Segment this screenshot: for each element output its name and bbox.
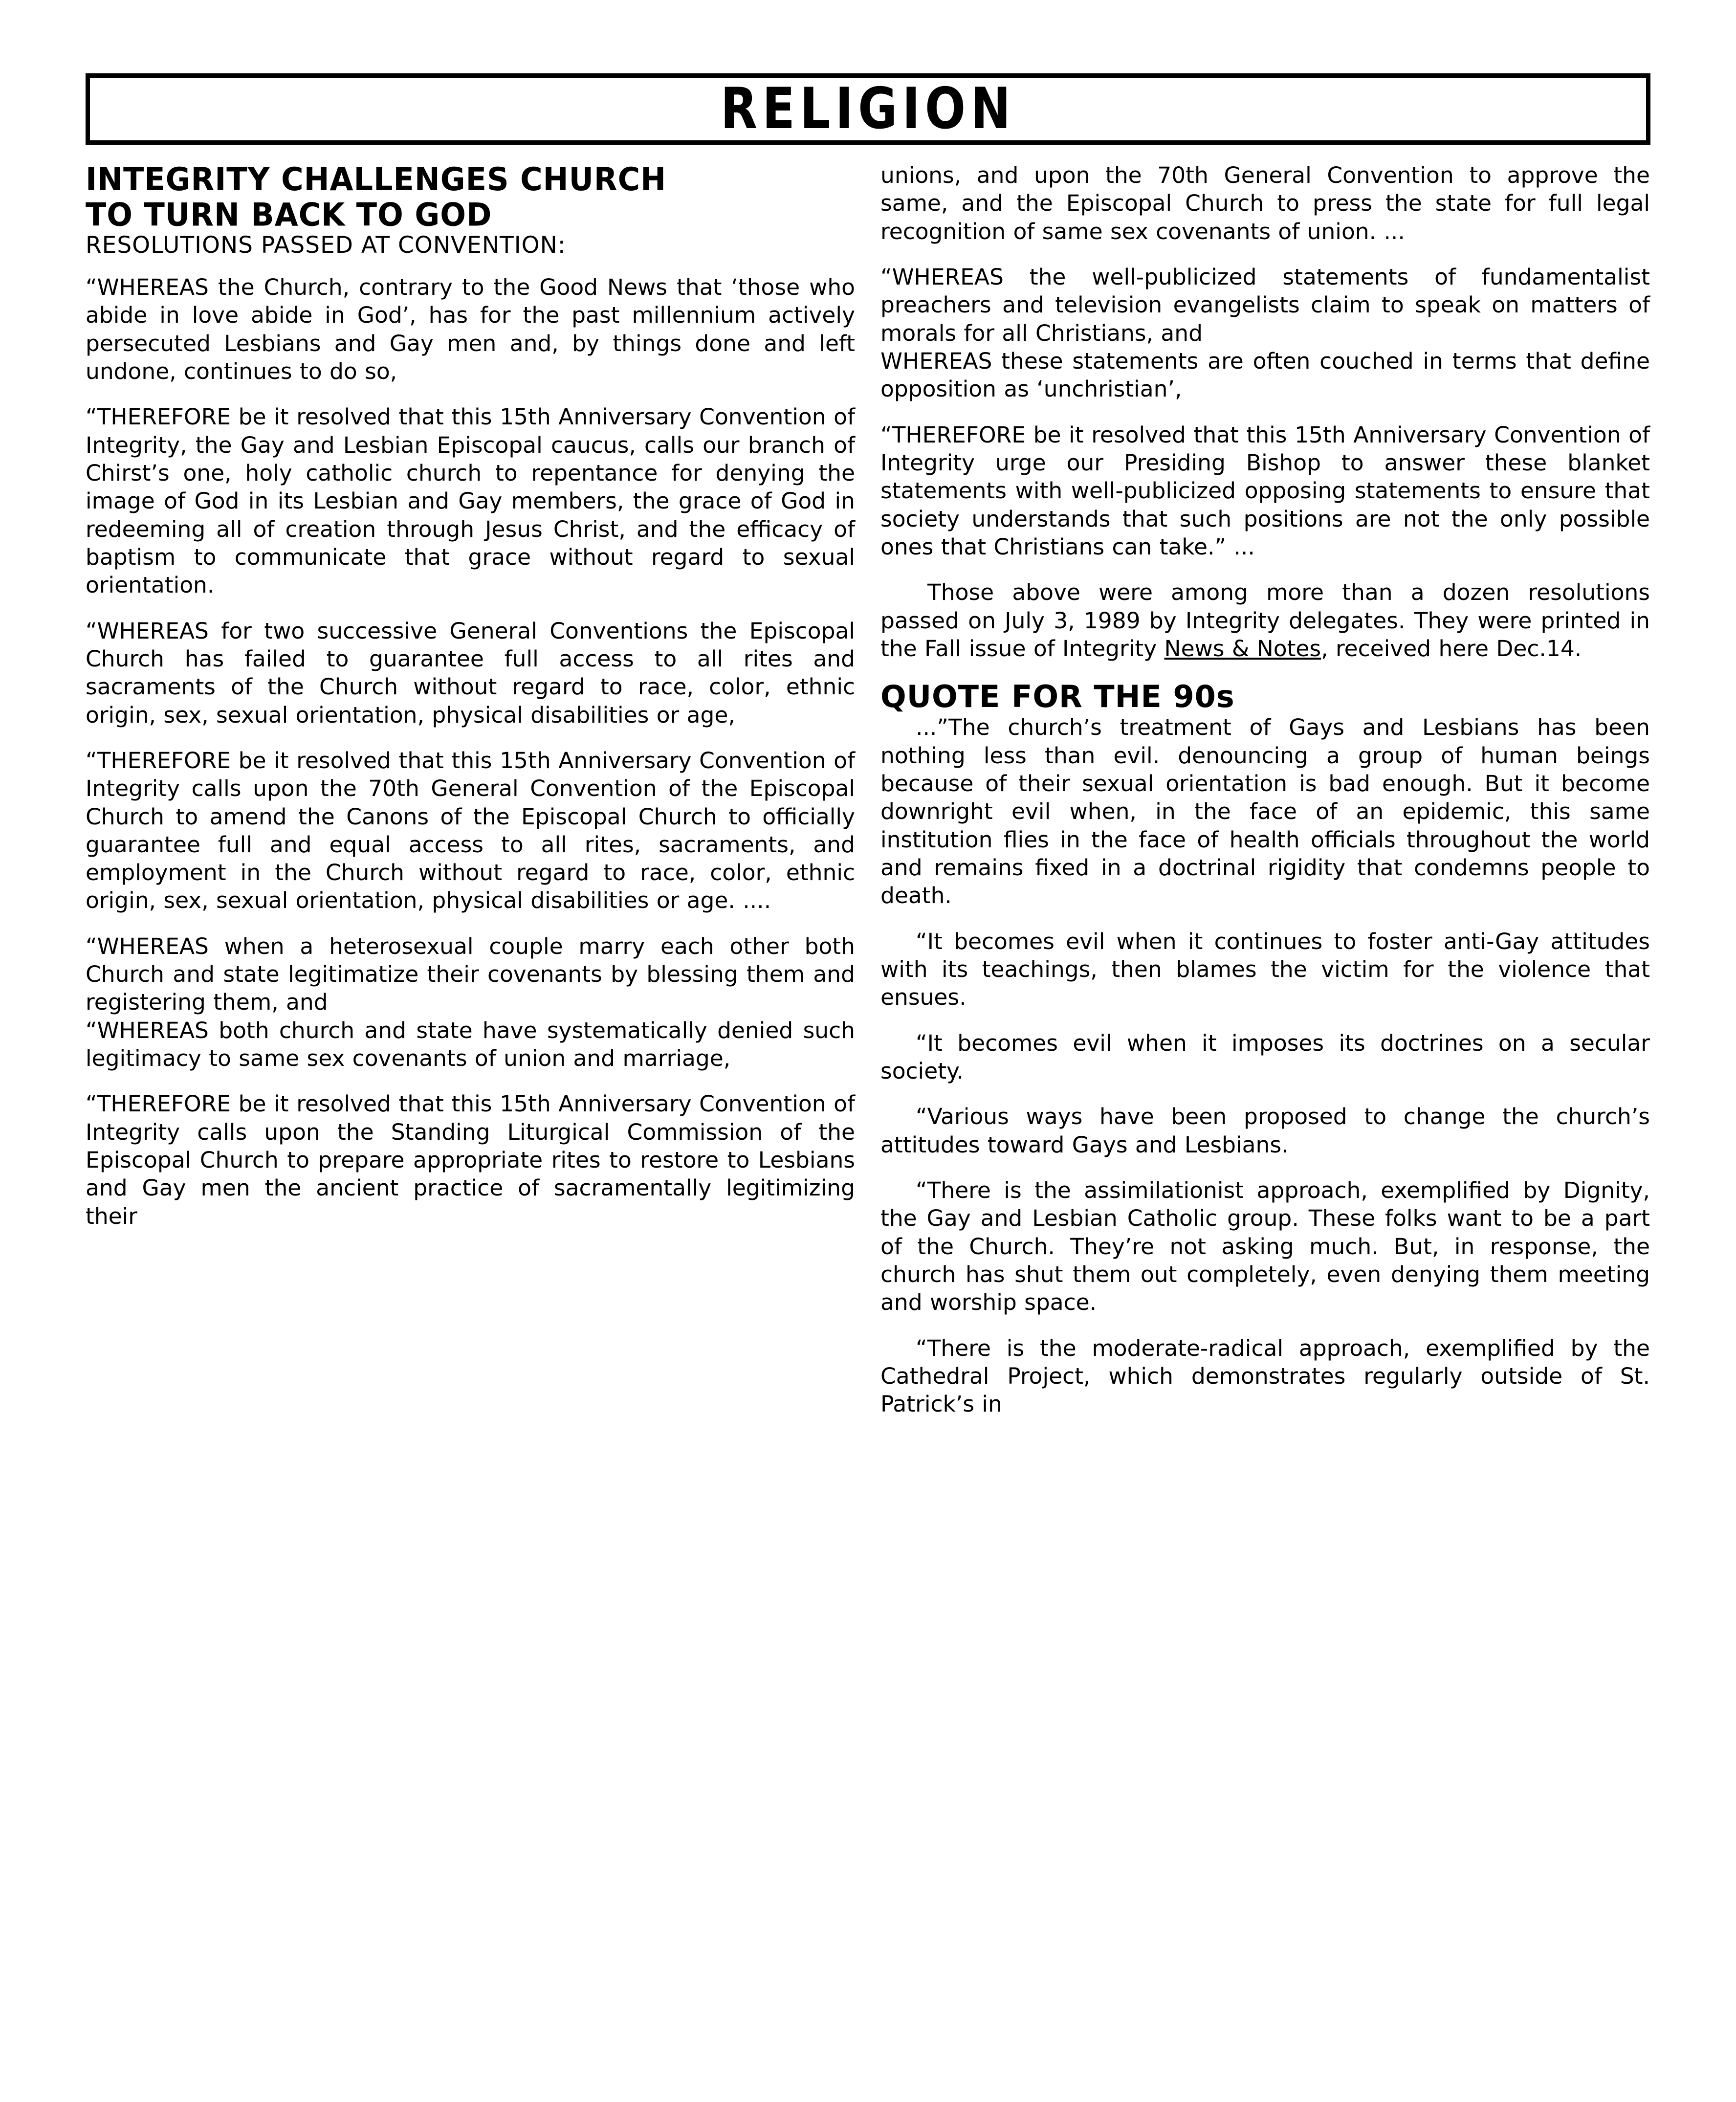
resolution-paragraph: “WHEREAS for two successive General Conventions the Episcopal Church has failed to guarantee full access to all rites and sacraments of the Church without regard to race, color, ethnic origin, sex, sexual orientation, physical disabilities or age, bbox=[86, 618, 855, 728]
quote-paragraph: ...”The church’s treatment of Gays and Lesbians has been nothing less than evil. denouncing a group of human beings because of their sexual orientation is bad enough. But it become downright evil when, in the face of an epidemic, this same institution flies in the face of health officials throughout the world and remains fixed in a doctrinal rigidity that condemns people to death. bbox=[880, 714, 1650, 909]
resolution-paragraph: “WHEREAS both church and state have systematically denied such legitimacy to same sex covenants of union and marriage, bbox=[86, 1017, 855, 1072]
quote-paragraph: “There is the assimilationist approach, exemplified by Dignity, the Gay and Lesbian Catholic group. These folks want to be a part of the Church. They’re not asking much. But, in response, the church has shut them out completely, even denying them meeting and worship space. bbox=[880, 1177, 1650, 1316]
resolution-paragraph: WHEREAS these statements are often couched in terms that define opposition as ‘unchristian’, bbox=[880, 348, 1650, 402]
left-column bbox=[86, 161, 855, 1230]
article-subhead: RESOLUTIONS PASSED AT CONVENTION: bbox=[86, 231, 566, 259]
resolution-paragraph: “WHEREAS the Church, contrary to the Good News that ‘those who abide in love abide in God’, has for the past millennium actively persecuted Lesbians and Gay men and, by things done and left undone, continues to do so, bbox=[86, 274, 855, 384]
headline-line-2: TO TURN BACK TO GOD bbox=[86, 196, 492, 234]
resolution-paragraph: “THEREFORE be it resolved that this 15th Anniversary Convention of Integrity urge our Presiding Bishop to answer these blanket statements with well-publicized opposing statements to ensure that society understands that such positions are not the only possible ones that Christians can take.” ... bbox=[880, 421, 1650, 560]
quote-section-heading: QUOTE FOR THE 90s bbox=[880, 679, 1235, 715]
resolution-paragraph: “WHEREAS the well-publicized statements of fundamentalist preachers and television evangelists claim to speak on matters of morals for all Christians, and bbox=[880, 264, 1650, 346]
quote-paragraph: “It becomes evil when it imposes its doctrines on a secular society. bbox=[880, 1030, 1650, 1084]
masthead-banner bbox=[86, 73, 1650, 145]
headline-line-1: INTEGRITY CHALLENGES CHURCH bbox=[86, 160, 667, 198]
quote-paragraph: “Various ways have been proposed to change the church’s attitudes toward Gays and Lesbians. bbox=[880, 1104, 1650, 1158]
article-headline bbox=[86, 161, 855, 233]
masthead-title: RELIGION bbox=[720, 76, 1016, 142]
editorial-note bbox=[880, 578, 1650, 663]
spacer bbox=[86, 259, 855, 273]
right-column bbox=[880, 161, 1650, 1418]
resolution-paragraph: “THEREFORE be it resolved that this 15th Anniversary Convention of Integrity calls upon the Standing Liturgical Commission of the Episcopal Church to prepare appropriate rites to restore to Lesbians and Gay men the ancient practice of sacramentally legitimizing their bbox=[86, 1091, 855, 1229]
article-columns bbox=[86, 161, 1650, 1418]
publication-link: News & Notes bbox=[1164, 635, 1321, 662]
note-text-before: Those above were among more than a dozen resolutions passed on July 3, 1989 by Integrity delegates. They were printed in the Fall issue of Integrity bbox=[880, 579, 1650, 662]
resolution-paragraph: “THEREFORE be it resolved that this 15th Anniversary Convention of Integrity calls upon the 70th General Convention of the Episcopal Church to amend the Canons of the Episcopal Church to officially guarantee full and equal access to all rites, sacraments, and employment in the Church without regard to race, color, ethnic origin, sex, sexual orientation, physical disabilities or age. .... bbox=[86, 747, 855, 914]
note-text-after: , received here Dec.14. bbox=[1321, 635, 1582, 662]
quote-paragraph: “There is the moderate-radical approach, exemplified by the Cathedral Project, which demonstrates regularly outside of St. Patrick’s in bbox=[880, 1335, 1650, 1417]
resolution-paragraph: “THEREFORE be it resolved that this 15th Anniversary Convention of Integrity, the Gay and Lesbian Episcopal caucus, calls our branch of Chirst’s one, holy catholic church to repentance for denying the image of God in its Lesbian and Gay members, the grace of God in redeeming all of creation through Jesus Christ, and the efficacy of baptism to communicate that grace without regard to sexual orientation. bbox=[86, 404, 855, 598]
continuation-paragraph: unions, and upon the 70th General Convention to approve the same, and the Episcopal Church to press the state for full legal recognition of same sex covenants of union. ... bbox=[880, 162, 1650, 244]
resolution-paragraph: “WHEREAS when a heterosexual couple marry each other both Church and state legitimatize their covenants by blessing them and registering them, and bbox=[86, 933, 855, 1016]
quote-paragraph: “It becomes evil when it continues to foster anti-Gay attitudes with its teachings, then blames the victim for the violence that ensues. bbox=[880, 928, 1650, 1011]
